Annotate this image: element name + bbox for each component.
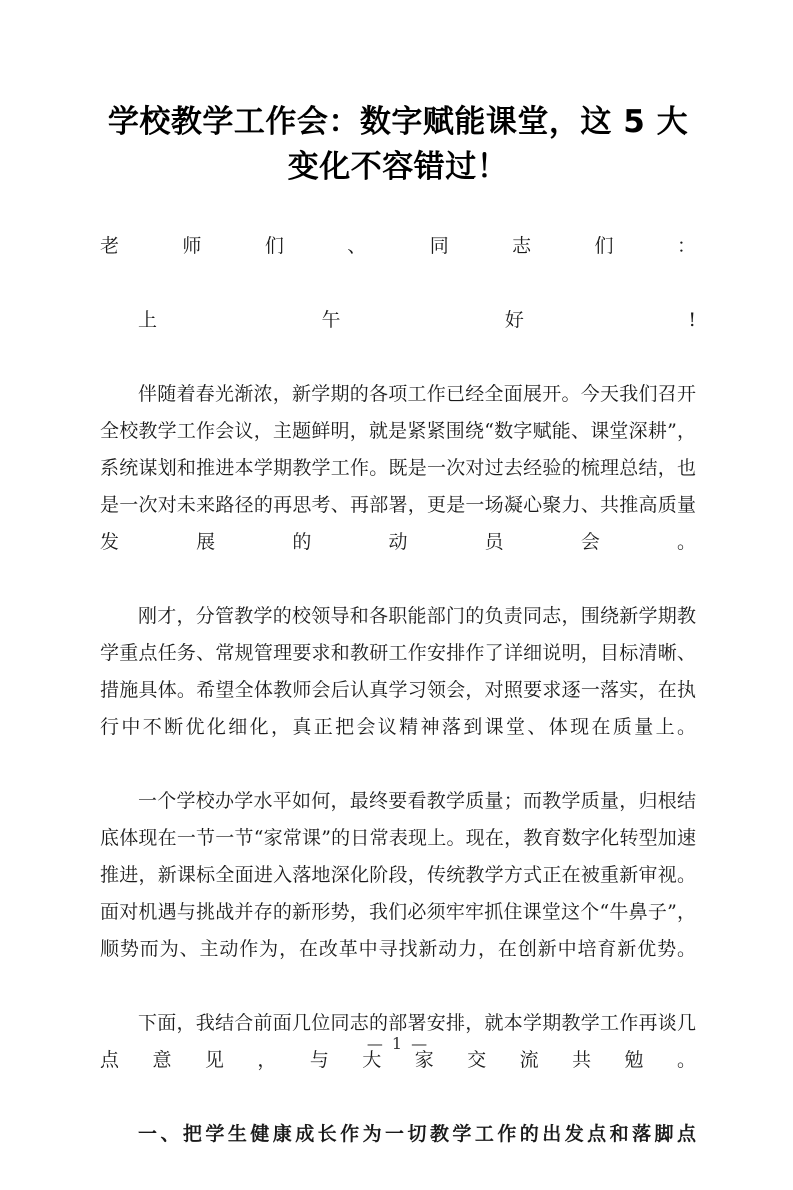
section-heading-1: 一、把学生健康成长作为一切教学工作的出发点和落脚点 [138, 1123, 696, 1145]
page-footer [100, 1034, 696, 1053]
body-paragraph-3: 一个学校办学水平如何，最终要看教学质量；而教学质量，归根结底体现在一节一节“家常课”的日常表现上。现在，教育数字化转型加速推进，新课标全面进入落地深化阶段，传统教学方式正在被重新审视。面对机遇与挑战并存的新形势，我们必须牢牢抓住课堂这个“牛鼻子”，顺势而为、主动作为，在改革中寻找新动力，在创新中培育新优势。 [100, 790, 696, 960]
page-number: — 1 — [366, 1034, 430, 1053]
greeting: 上午好! [138, 309, 696, 331]
document-title [100, 100, 696, 190]
body-paragraph-4: 下面，我结合前面几位同志的部署安排，就本学期教学工作再谈几点意见，与大家交流共勉。 [100, 1012, 696, 1071]
salutation: 老师们、同志们： [100, 235, 696, 257]
body-paragraph-2: 刚才，分管教学的校领导和各职能部门的负责同志，围绕新学期教学重点任务、常规管理要求和教研工作安排作了详细说明，目标清晰、措施具体。希望全体教师会后认真学习领会，对照要求逐一落实，在执行中不断优化细化，真正把会议精神落到课堂、体现在质量上。 [100, 605, 696, 738]
document-title-line-2: 变化不容错过！ [287, 149, 509, 185]
body-paragraph-1: 伴随着春光渐浓，新学期的各项工作已经全面展开。今天我们召开全校教学工作会议，主题鲜明，就是紧紧围绕“数字赋能、课堂深耕”，系统谋划和推进本学期教学工作。既是一次对过去经验的梳理总结，也是一次对未来路径的再思考、再部署，更是一场凝心聚力、共推高质量发展的动员会。 [100, 383, 696, 553]
document-title-line-1: 学校教学工作会：数字赋能课堂，这 5 大 [107, 104, 689, 140]
